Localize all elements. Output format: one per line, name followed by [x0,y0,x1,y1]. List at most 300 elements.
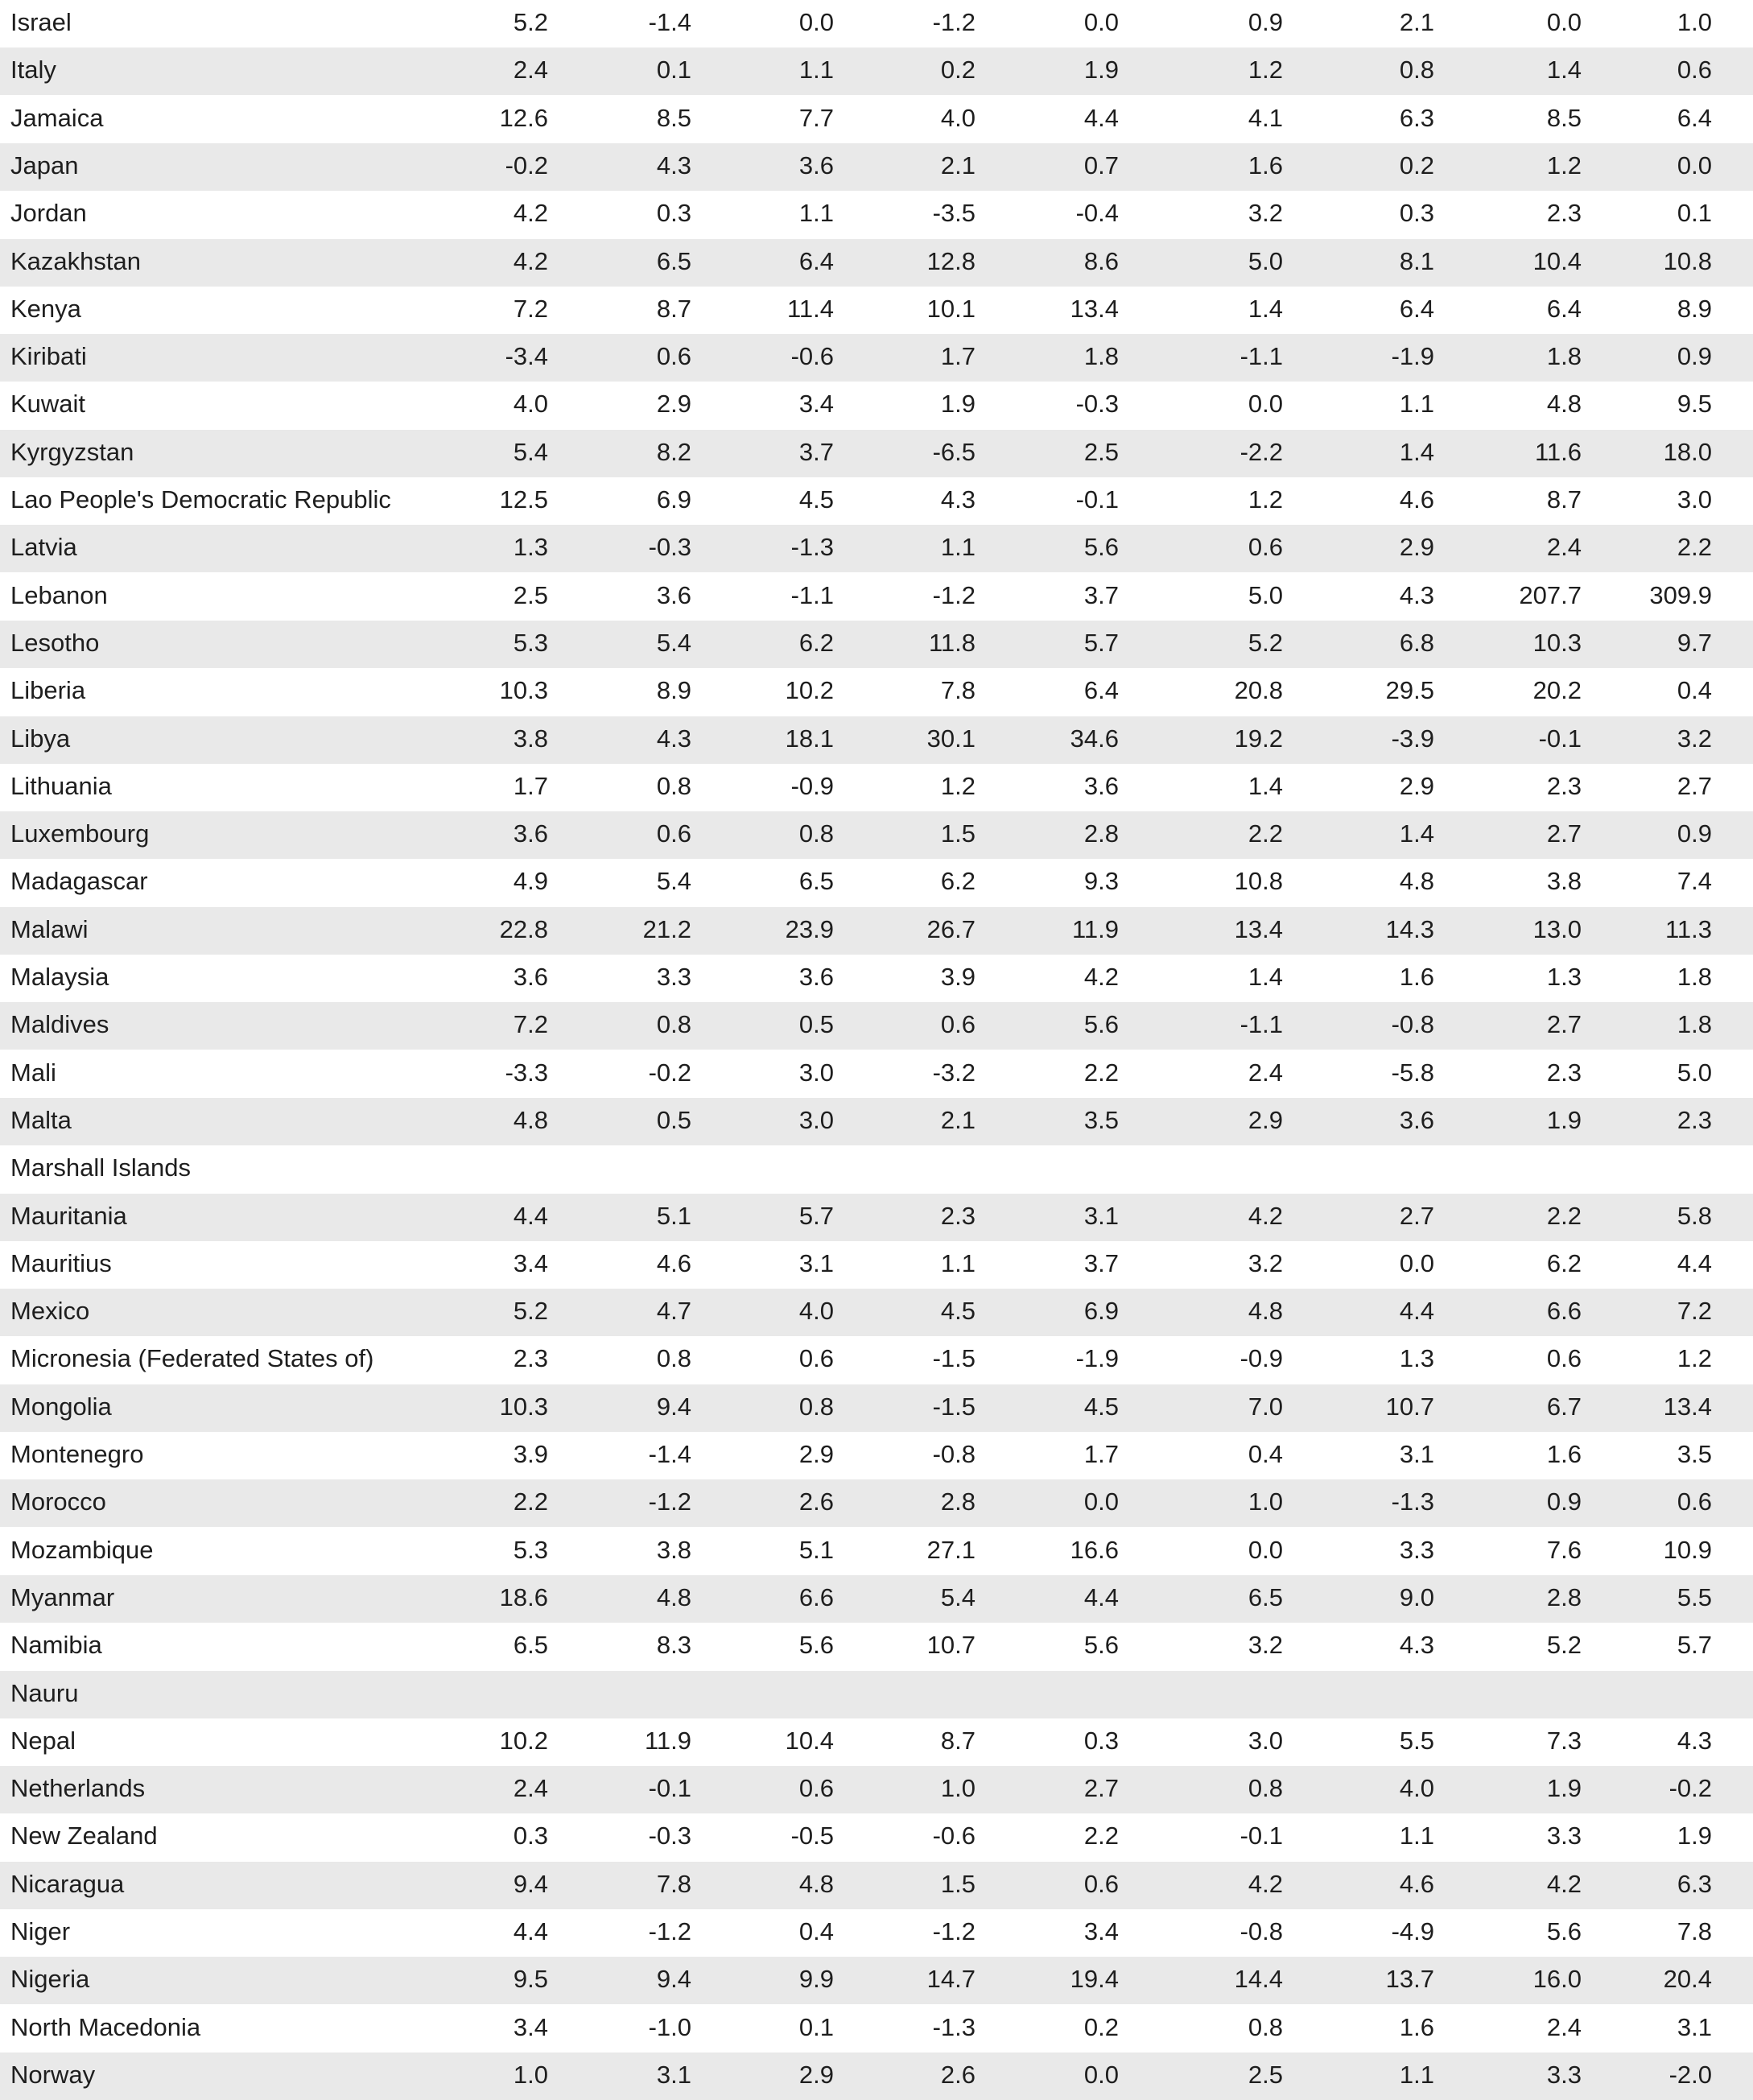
value-cell: 4.0 [940,104,975,132]
table-row [0,1289,1753,1336]
value-cell: 0.0 [1546,8,1582,36]
value-cell: 6.4 [1399,295,1434,323]
value-cell: 2.4 [1546,2013,1582,2041]
value-cell: 8.7 [1546,485,1582,514]
value-cell: 5.4 [940,1583,975,1611]
value-cell: 207.7 [1519,581,1582,609]
value-cell: 2.7 [1399,1202,1434,1230]
value-cell [673,1145,834,1193]
value-cell: 10.4 [1532,247,1582,275]
table-row [0,1432,1753,1479]
value-cell: 6.5 [798,867,834,895]
value-cell [958,1671,1119,1718]
value-cell: 1.5 [940,1870,975,1898]
value-cell: 2.4 [1248,1058,1283,1087]
value-cell: 2.6 [798,1487,834,1516]
value-cell: -0.2 [1668,1774,1712,1802]
value-cell: 0.0 [1083,1487,1119,1516]
value-cell: 3.9 [940,963,975,991]
value-cell: 0.9 [1677,342,1712,370]
value-cell: -0.1 [1239,1822,1283,1850]
value-cell: 4.2 [513,247,548,275]
value-cell: 0.8 [1248,2013,1283,2041]
value-cell: 0.6 [940,1010,975,1038]
country-name: Nauru [10,1679,79,1707]
value-cell: 1.1 [940,533,975,561]
value-cell: 2.7 [1546,1010,1582,1038]
value-cell: 1.2 [940,772,975,800]
value-cell: 3.7 [1083,1249,1119,1277]
value-cell: 6.8 [1399,629,1434,657]
table-row [0,1909,1753,1957]
value-cell: 13.4 [1070,295,1119,323]
value-cell: 0.2 [1083,2013,1119,2041]
table-row [0,2005,1753,2053]
table-row [0,716,1753,764]
country-name: Jamaica [10,104,104,132]
value-cell: 3.5 [1677,1440,1712,1468]
value-cell: 2.7 [1546,819,1582,848]
value-cell: -1.1 [1239,342,1283,370]
value-cell: 4.3 [1399,581,1434,609]
table-row [0,1671,1753,1718]
value-cell: 11.8 [928,629,975,657]
table-row [0,668,1753,716]
value-cell: 4.8 [1546,390,1582,418]
value-cell: 1.4 [1399,438,1434,466]
value-cell [1122,1671,1283,1718]
value-cell: -0.6 [790,342,834,370]
value-cell: 3.4 [1083,1917,1119,1945]
table-row [0,191,1753,238]
value-cell: 6.2 [798,629,834,657]
value-cell: 1.7 [1083,1440,1119,1468]
value-cell: 18.6 [499,1583,548,1611]
value-cell: -3.4 [505,342,548,370]
value-cell: 1.0 [1677,8,1712,36]
value-cell: 13.7 [1385,1965,1434,1993]
value-cell: 0.4 [798,1917,834,1945]
value-cell: 0.9 [1248,8,1283,36]
value-cell [815,1671,975,1718]
value-cell: 0.3 [1083,1727,1119,1755]
value-cell: 1.1 [1399,1822,1434,1850]
country-name: Micronesia (Federated States of) [10,1344,374,1372]
value-cell: 8.9 [656,676,691,704]
value-cell [1122,1145,1283,1193]
value-cell: 3.8 [656,1536,691,1564]
value-cell: 5.0 [1677,1058,1712,1087]
value-cell [530,1145,691,1193]
value-cell: 4.2 [1248,1870,1283,1898]
value-cell: 3.0 [798,1058,834,1087]
value-cell: 0.8 [656,1344,691,1372]
value-cell: 20.2 [1532,676,1582,704]
value-cell: 2.5 [1248,2061,1283,2089]
value-cell: 2.5 [1083,438,1119,466]
value-cell: 1.4 [1546,56,1582,84]
value-cell: 7.2 [513,295,548,323]
value-cell: 9.4 [656,1392,691,1421]
value-cell: 2.9 [798,1440,834,1468]
value-cell: 5.5 [1399,1727,1434,1755]
value-cell: -0.8 [932,1440,975,1468]
value-cell: 14.7 [926,1965,975,1993]
value-cell: 10.1 [926,295,975,323]
value-cell: 4.0 [1399,1774,1434,1802]
value-cell: 0.2 [1399,151,1434,179]
value-cell: 3.6 [1399,1106,1434,1134]
value-cell: 0.8 [798,1392,834,1421]
value-cell: 4.8 [513,1106,548,1134]
value-cell: 8.5 [1546,104,1582,132]
value-cell: 13.4 [1234,915,1283,943]
table-row [0,96,1753,143]
value-cell: 1.0 [513,2061,548,2089]
value-cell [1551,1145,1712,1193]
value-cell: 3.8 [1546,867,1582,895]
value-cell: -0.4 [1075,199,1119,227]
value-cell: 1.8 [1546,342,1582,370]
country-name: Kiribati [10,342,87,370]
value-cell: 7.7 [798,104,834,132]
country-name: Mongolia [10,1392,112,1421]
value-cell: 1.9 [1546,1106,1582,1134]
value-cell: 7.8 [656,1870,691,1898]
value-cell: 16.6 [1070,1536,1119,1564]
table-row [0,287,1753,334]
value-cell: 4.0 [798,1297,834,1325]
value-cell: 6.4 [1546,295,1582,323]
value-cell: 5.4 [656,629,691,657]
value-cell: 0.0 [1248,1536,1283,1564]
value-cell: 5.8 [1677,1202,1712,1230]
value-cell: 9.0 [1399,1583,1434,1611]
country-name: Madagascar [10,867,148,895]
value-cell: 1.6 [1399,2013,1434,2041]
value-cell: 1.1 [798,56,834,84]
value-cell: 3.9 [513,1440,548,1468]
value-cell: 3.6 [656,581,691,609]
value-cell: -0.1 [648,1774,691,1802]
value-cell [673,1671,834,1718]
table-row [0,430,1753,477]
value-cell: 3.6 [1083,772,1119,800]
country-name: Mali [10,1058,56,1087]
value-cell: 1.1 [1399,390,1434,418]
value-cell: -0.3 [648,1822,691,1850]
value-cell: -1.4 [648,1440,691,1468]
value-cell: 2.4 [513,1774,548,1802]
value-cell: 3.7 [798,438,834,466]
value-cell: -3.5 [932,199,975,227]
value-cell: 1.1 [798,199,834,227]
value-cell: 2.7 [1083,1774,1119,1802]
value-cell: 6.6 [1546,1297,1582,1325]
country-name: Marshall Islands [10,1153,191,1182]
value-cell: 20.4 [1663,1965,1712,1993]
value-cell: 3.2 [1248,1631,1283,1659]
value-cell: 5.2 [1546,1631,1582,1659]
table-row [0,1479,1753,1527]
value-cell: 1.5 [940,819,975,848]
value-cell: 1.9 [1083,56,1119,84]
value-cell: 4.2 [1083,963,1119,991]
value-cell: 2.1 [940,1106,975,1134]
value-cell: 7.6 [1546,1536,1582,1564]
value-cell: 1.0 [940,1774,975,1802]
country-name: Lesotho [10,629,100,657]
value-cell: 9.7 [1677,629,1712,657]
value-cell: 0.0 [1083,2061,1119,2089]
value-cell: -0.3 [648,533,691,561]
value-cell: 0.6 [656,819,691,848]
value-cell: -3.3 [505,1058,548,1087]
value-cell: -0.1 [1075,485,1119,514]
value-cell: 6.3 [1399,104,1434,132]
value-cell: 30.1 [926,724,975,753]
value-cell: -1.0 [648,2013,691,2041]
value-cell: -0.5 [790,1822,834,1850]
value-cell: 5.7 [1083,629,1119,657]
value-cell: 3.6 [798,963,834,991]
value-cell: 8.1 [1399,247,1434,275]
value-cell: 0.6 [1677,1487,1712,1516]
country-name: Netherlands [10,1774,146,1802]
value-cell: -1.9 [1075,1344,1119,1372]
value-cell: 14.3 [1385,915,1434,943]
value-cell: 2.4 [1546,533,1582,561]
value-cell: 2.2 [1083,1822,1119,1850]
value-cell: 10.3 [1532,629,1582,657]
country-name: Libya [10,724,71,753]
table-row [0,1241,1753,1289]
table-row [0,1623,1753,1670]
value-cell: 8.6 [1083,247,1119,275]
value-cell: -1.1 [1239,1010,1283,1038]
value-cell: 0.0 [1083,8,1119,36]
value-cell: 3.1 [1083,1202,1119,1230]
value-cell: 8.7 [656,295,691,323]
value-cell: -1.3 [1391,1487,1434,1516]
value-cell: 1.2 [1248,56,1283,84]
value-cell: 6.5 [1248,1583,1283,1611]
value-cell: 3.1 [1677,2013,1712,2041]
country-name: Montenegro [10,1440,144,1468]
value-cell: 1.1 [940,1249,975,1277]
value-cell: 3.3 [1546,2061,1582,2089]
value-cell: -1.4 [648,8,691,36]
value-cell: 4.4 [1083,104,1119,132]
value-cell: -1.2 [932,8,975,36]
value-cell: 2.3 [1546,772,1582,800]
value-cell: 2.9 [656,390,691,418]
value-cell: 14.4 [1234,1965,1283,1993]
value-cell: 1.9 [940,390,975,418]
value-cell: 8.2 [656,438,691,466]
value-cell: -1.2 [648,1487,691,1516]
value-cell: 4.4 [1083,1583,1119,1611]
table-row [0,1336,1753,1384]
value-cell: 10.3 [499,1392,548,1421]
value-cell: 10.9 [1663,1536,1712,1564]
value-cell: 8.5 [656,104,691,132]
value-cell: 7.2 [513,1010,548,1038]
table-row [0,525,1753,572]
value-cell: -1.2 [932,581,975,609]
value-cell: 2.8 [940,1487,975,1516]
value-cell: 3.2 [1248,199,1283,227]
value-cell: 12.8 [926,247,975,275]
country-name: Norway [10,2061,96,2089]
value-cell: 6.2 [940,867,975,895]
country-name: Malta [10,1106,72,1134]
value-cell: 5.5 [1677,1583,1712,1611]
value-cell: 0.6 [798,1774,834,1802]
value-cell: 2.2 [1677,533,1712,561]
value-cell: 8.7 [940,1727,975,1755]
value-cell: 0.2 [940,56,975,84]
value-cell: 7.2 [1677,1297,1712,1325]
value-cell: 0.4 [1248,1440,1283,1468]
value-cell: 9.4 [656,1965,691,1993]
value-cell: 16.0 [1532,1965,1582,1993]
country-name: Malawi [10,915,89,943]
value-cell: 3.4 [513,1249,548,1277]
country-name: Liberia [10,676,86,704]
value-cell [958,1145,1119,1193]
table-row [0,573,1753,621]
table-row [0,143,1753,191]
value-cell [1551,1671,1712,1718]
value-cell: 3.1 [656,2061,691,2089]
value-cell: 4.6 [1399,1870,1434,1898]
value-cell: 11.3 [1664,915,1712,943]
value-cell: 9.5 [1677,390,1712,418]
value-cell: 10.8 [1234,867,1283,895]
value-cell: 10.8 [1663,247,1712,275]
value-cell: 5.6 [1083,1631,1119,1659]
value-cell: 0.6 [656,342,691,370]
value-cell: -0.3 [1075,390,1119,418]
value-cell: 18.1 [785,724,834,753]
value-cell: 5.3 [513,1536,548,1564]
value-cell: 3.0 [1677,485,1712,514]
value-cell: 10.7 [1385,1392,1434,1421]
value-cell: 5.1 [656,1202,691,1230]
country-name: Mozambique [10,1536,154,1564]
value-cell: -0.2 [648,1058,691,1087]
value-cell: 11.4 [786,295,834,323]
value-cell: 5.6 [1083,1010,1119,1038]
value-cell: 3.7 [1083,581,1119,609]
value-cell: 1.7 [940,342,975,370]
value-cell: -6.5 [932,438,975,466]
value-cell: 0.6 [1677,56,1712,84]
value-cell: 1.1 [1399,2061,1434,2089]
value-cell: 4.8 [1399,867,1434,895]
value-cell: 5.0 [1248,247,1283,275]
value-cell: 2.3 [940,1202,975,1230]
value-cell: 4.2 [1546,1870,1582,1898]
value-cell: 0.8 [656,772,691,800]
country-name: Kyrgyzstan [10,438,134,466]
value-cell: 0.5 [798,1010,834,1038]
value-cell: 2.7 [1677,772,1712,800]
table-row [0,955,1753,1002]
value-cell: 1.9 [1677,1822,1712,1850]
value-cell: 3.1 [1399,1440,1434,1468]
value-cell: 3.2 [1677,724,1712,753]
value-cell: 1.2 [1248,485,1283,514]
value-cell: 4.2 [1248,1202,1283,1230]
value-cell: -1.5 [932,1392,975,1421]
value-cell: 4.4 [1399,1297,1434,1325]
value-cell: 1.4 [1399,819,1434,848]
value-cell: 0.9 [1677,819,1712,848]
country-name: Luxembourg [10,819,150,848]
value-cell: 13.4 [1663,1392,1712,1421]
value-cell: 3.5 [1083,1106,1119,1134]
value-cell: 0.6 [1083,1870,1119,1898]
value-cell: 4.2 [513,199,548,227]
value-cell: 1.8 [1677,963,1712,991]
value-cell: 5.7 [1677,1631,1712,1659]
value-cell: 0.1 [1677,199,1712,227]
value-cell: 1.3 [1546,963,1582,991]
table-row [0,859,1753,906]
country-name: Latvia [10,533,77,561]
table-row [0,764,1753,811]
value-cell: -0.9 [1239,1344,1283,1372]
value-cell: -1.3 [932,2013,975,2041]
country-name: Kuwait [10,390,86,418]
country-name: Malaysia [10,963,109,991]
value-cell: 3.8 [513,724,548,753]
table-row [0,1575,1753,1623]
value-cell: 34.6 [1070,724,1119,753]
value-cell: 7.0 [1248,1392,1283,1421]
value-cell: 6.5 [656,247,691,275]
table-row [0,239,1753,287]
value-cell: 2.3 [1677,1106,1712,1134]
country-name: Mauritius [10,1249,112,1277]
value-cell: 9.3 [1083,867,1119,895]
table-row [0,1862,1753,1909]
value-cell: 4.6 [1399,485,1434,514]
value-cell: 1.4 [1248,772,1283,800]
value-cell: -0.6 [932,1822,975,1850]
table-row [0,1718,1753,1766]
value-cell: 4.4 [513,1917,548,1945]
value-cell: 11.9 [1071,915,1119,943]
value-cell: 4.1 [1248,104,1283,132]
table-row [0,1194,1753,1241]
value-cell: 2.9 [1399,772,1434,800]
country-name: Nigeria [10,1965,90,1993]
table-row [0,1145,1753,1193]
country-name: Myanmar [10,1583,115,1611]
value-cell: 1.8 [1083,342,1119,370]
value-cell: 23.9 [785,915,834,943]
value-cell: 6.5 [513,1631,548,1659]
value-cell: 4.3 [1677,1727,1712,1755]
table-row [0,811,1753,859]
country-name: Jordan [10,199,87,227]
country-name: Kenya [10,295,81,323]
value-cell: 4.4 [1677,1249,1712,1277]
value-cell: 4.3 [656,724,691,753]
